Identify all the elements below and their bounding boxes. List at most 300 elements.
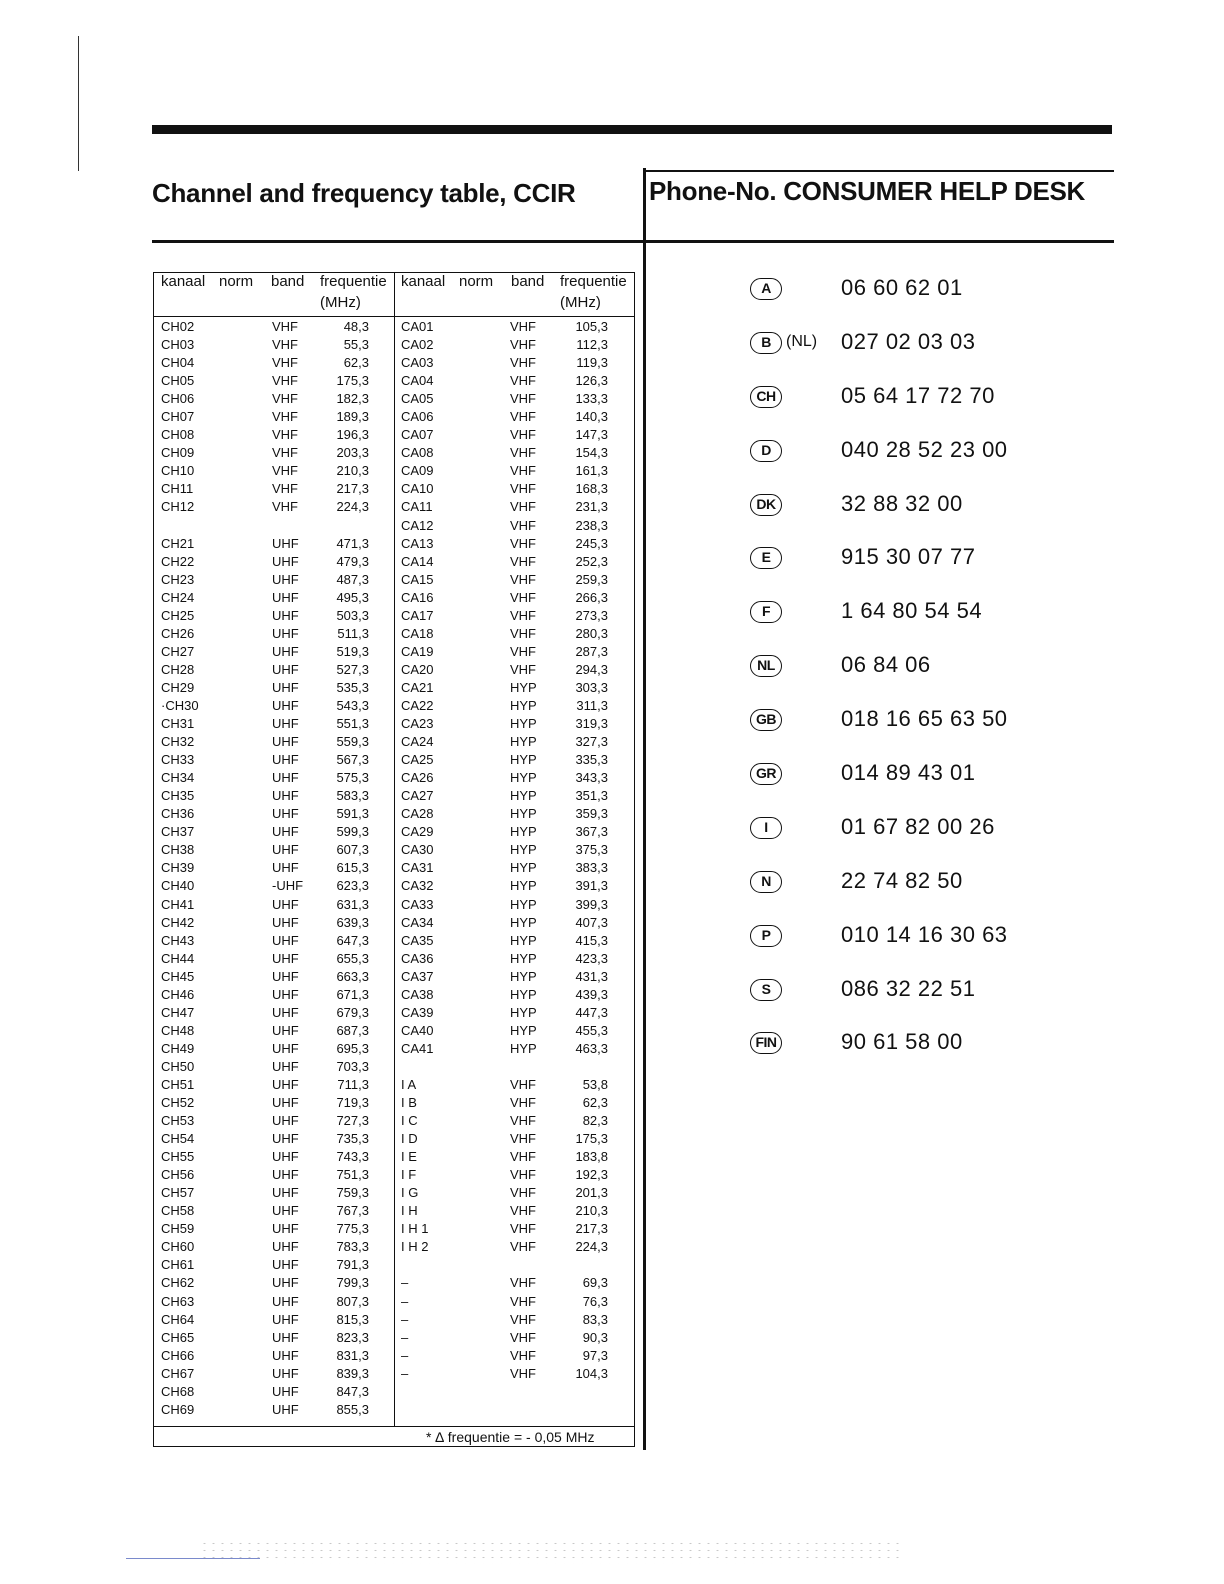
frequency-cell: 266,3 <box>575 589 608 605</box>
table-row <box>154 1112 393 1130</box>
band-cell: UHF <box>272 932 299 948</box>
frequency-cell: 327,3 <box>575 734 608 750</box>
table-row <box>154 1202 393 1220</box>
frequency-cell: 55,3 <box>343 337 369 353</box>
channel-cell: CH40 <box>161 878 195 894</box>
top-rule <box>152 125 1112 134</box>
channel-cell: CH21 <box>161 535 195 551</box>
channel-cell: CH37 <box>161 824 195 840</box>
frequency-cell: 575,3 <box>336 770 369 786</box>
table-row <box>154 498 393 516</box>
table-row <box>395 462 634 480</box>
table-row <box>395 1130 634 1148</box>
table-row <box>395 625 634 643</box>
channel-cell: CA01 <box>401 319 434 334</box>
frequency-cell: 671,3 <box>336 986 369 1002</box>
band-cell: UHF <box>272 716 299 732</box>
channel-cell: CA29 <box>401 824 434 840</box>
channel-cell: CA21 <box>401 679 434 695</box>
scan-noise <box>200 1540 900 1564</box>
table-row <box>395 1112 634 1130</box>
table-row <box>154 462 393 480</box>
channel-cell: CH43 <box>161 932 195 948</box>
header-unit: (MHz) <box>320 294 361 311</box>
band-cell: VHF <box>272 427 298 443</box>
band-cell: HYP <box>510 860 537 876</box>
header-rule-top <box>646 170 1114 172</box>
band-cell: VHF <box>510 535 536 551</box>
table-row <box>395 480 634 498</box>
table-row <box>154 1094 393 1112</box>
country-code-badge: P <box>750 925 782 947</box>
band-cell: UHF <box>272 553 299 569</box>
phone-number: 01 67 82 00 26 <box>841 813 995 839</box>
table-row <box>395 769 634 787</box>
table-row <box>395 408 634 426</box>
table-row <box>154 877 393 895</box>
country-code-badge: F <box>750 601 782 623</box>
frequency-cell: 775,3 <box>336 1221 369 1237</box>
frequency-cell: 217,3 <box>336 481 369 497</box>
table-row <box>395 1274 634 1292</box>
band-cell: HYP <box>510 914 537 930</box>
frequency-cell: 631,3 <box>336 896 369 912</box>
channel-cell: CH38 <box>161 842 195 858</box>
header-kanaal: kanaal <box>161 273 206 290</box>
frequency-cell: 759,3 <box>336 1185 369 1201</box>
table-row <box>154 769 393 787</box>
frequency-cell: 679,3 <box>336 1004 369 1020</box>
channel-cell: CH25 <box>161 607 195 623</box>
table-row <box>395 715 634 733</box>
band-cell: VHF <box>510 337 536 353</box>
frequency-cell: 48,3 <box>343 319 369 334</box>
phone-number: 90 61 58 00 <box>841 1029 963 1055</box>
frequency-cell: 719,3 <box>336 1095 369 1111</box>
table-row <box>154 535 393 553</box>
frequency-cell: 359,3 <box>575 806 608 822</box>
channel-cell: I D <box>401 1131 418 1147</box>
table-row <box>395 1220 634 1238</box>
header-band: band <box>271 273 305 290</box>
channel-cell: ·CH30 <box>161 697 199 713</box>
channel-cell: CH44 <box>161 950 195 966</box>
channel-cell: CH42 <box>161 914 195 930</box>
frequency-cell: 192,3 <box>575 1167 608 1183</box>
band-cell: UHF <box>272 770 299 786</box>
channel-cell: CH12 <box>161 499 195 515</box>
band-cell: UHF <box>272 1149 299 1165</box>
channel-cell: CH02 <box>161 319 195 334</box>
country-note: (NL) <box>786 332 818 350</box>
frequency-cell: 105,3 <box>575 319 608 334</box>
frequency-cell: 599,3 <box>336 824 369 840</box>
table-row <box>154 1383 393 1401</box>
band-cell: UHF <box>272 752 299 768</box>
band-cell: HYP <box>510 734 537 750</box>
frequency-cell: 303,3 <box>575 679 608 695</box>
frequency-cell: 391,3 <box>575 878 608 894</box>
channel-cell: CH39 <box>161 860 195 876</box>
phone-number: 014 89 43 01 <box>841 760 976 786</box>
channel-cell: CA13 <box>401 535 434 551</box>
frequency-cell: 399,3 <box>575 896 608 912</box>
table-row <box>395 697 634 715</box>
band-cell: UHF <box>272 1329 299 1345</box>
channel-cell: CH64 <box>161 1311 195 1327</box>
table-row <box>154 697 393 715</box>
frequency-cell: 519,3 <box>336 643 369 659</box>
table-row <box>154 932 393 950</box>
table-row <box>154 1401 393 1419</box>
frequency-cell: 751,3 <box>336 1167 369 1183</box>
band-cell: UHF <box>272 607 299 623</box>
band-cell: UHF <box>272 1311 299 1327</box>
frequency-cell: 294,3 <box>575 661 608 677</box>
channel-cell: CA36 <box>401 950 434 966</box>
phone-number: 05 64 17 72 70 <box>841 382 995 408</box>
table-row <box>154 859 393 877</box>
band-cell: HYP <box>510 716 537 732</box>
phone-number: 086 32 22 51 <box>841 975 976 1001</box>
band-cell: HYP <box>510 950 537 966</box>
table-row <box>154 914 393 932</box>
band-cell: VHF <box>510 1203 536 1219</box>
band-cell: UHF <box>272 625 299 641</box>
channel-cell: CH11 <box>161 481 194 497</box>
help-desk-row <box>730 539 1110 593</box>
channel-cell: CH55 <box>161 1149 195 1165</box>
frequency-cell: 535,3 <box>336 679 369 695</box>
frequency-cell: 767,3 <box>336 1203 369 1219</box>
band-cell: HYP <box>510 1004 537 1020</box>
band-cell: -UHF <box>272 878 304 894</box>
table-row <box>395 318 634 336</box>
table-row <box>395 986 634 1004</box>
country-code-badge: NL <box>750 655 782 677</box>
frequency-cell: 319,3 <box>575 716 608 732</box>
band-cell: VHF <box>510 517 536 533</box>
help-desk-row <box>730 917 1110 971</box>
channel-cell: CH52 <box>161 1095 195 1111</box>
band-cell: HYP <box>510 806 537 822</box>
band-cell: UHF <box>272 1239 299 1255</box>
band-cell: UHF <box>272 643 299 659</box>
channel-cell: CA40 <box>401 1022 434 1038</box>
channel-cell: CH07 <box>161 409 195 425</box>
channel-cell: CH04 <box>161 355 195 371</box>
band-cell: UHF <box>272 1221 299 1237</box>
band-cell: UHF <box>272 697 299 713</box>
band-cell: HYP <box>510 932 537 948</box>
channel-cell: CA26 <box>401 770 434 786</box>
channel-cell: CA10 <box>401 481 434 497</box>
channel-cell: CA04 <box>401 373 434 389</box>
frequency-cell: 855,3 <box>336 1401 369 1417</box>
channel-cell: CH22 <box>161 553 195 569</box>
frequency-cell: 783,3 <box>336 1239 369 1255</box>
table-row <box>395 1238 634 1256</box>
table-row <box>154 444 393 462</box>
band-cell: UHF <box>272 1293 299 1309</box>
footnote: * ∆ frequentie = - 0,05 MHz <box>426 1429 595 1445</box>
help-desk-list <box>730 270 1110 1078</box>
frequency-cell: 62,3 <box>582 1095 608 1111</box>
channel-cell: I H 1 <box>401 1221 429 1237</box>
phone-number: 018 16 65 63 50 <box>841 706 1008 732</box>
band-cell: UHF <box>272 1131 299 1147</box>
band-cell: UHF <box>272 1113 299 1129</box>
table-row <box>395 1329 634 1347</box>
channel-cell: CH50 <box>161 1058 195 1074</box>
table-row <box>154 1238 393 1256</box>
band-cell: HYP <box>510 824 537 840</box>
header-norm: norm <box>459 273 494 290</box>
channel-cell: CA22 <box>401 697 434 713</box>
table-row <box>154 1004 393 1022</box>
band-cell: UHF <box>272 1095 299 1111</box>
frequency-cell: 791,3 <box>336 1257 369 1273</box>
band-cell: VHF <box>272 409 298 425</box>
table-row <box>154 517 393 535</box>
band-cell: VHF <box>510 1311 536 1327</box>
band-cell: UHF <box>272 1058 299 1074</box>
channel-cell: CH47 <box>161 1004 195 1020</box>
frequency-cell: 196,3 <box>336 427 369 443</box>
phone-number: 06 60 62 01 <box>841 275 963 300</box>
frequency-cell: 76,3 <box>582 1293 608 1309</box>
channel-cell: CA25 <box>401 752 434 768</box>
band-cell: VHF <box>510 463 536 479</box>
frequency-cell: 112,3 <box>576 337 608 353</box>
table-row <box>395 535 634 553</box>
channel-cell: CA32 <box>401 878 434 894</box>
frequency-cell: 383,3 <box>575 860 608 876</box>
frequency-cell: 655,3 <box>336 950 369 966</box>
band-cell: UHF <box>272 860 299 876</box>
table-row <box>395 390 634 408</box>
table-row <box>395 1148 634 1166</box>
help-desk-row <box>730 378 1110 432</box>
band-cell: UHF <box>272 914 299 930</box>
channel-cell: – <box>401 1311 409 1327</box>
channel-cell: CA18 <box>401 625 434 641</box>
phone-number: 915 30 07 77 <box>841 544 976 570</box>
frequency-cell: 280,3 <box>575 625 608 641</box>
band-cell: UHF <box>272 1383 299 1399</box>
table-row <box>154 751 393 769</box>
help-desk-row <box>730 486 1110 540</box>
table-row <box>395 517 634 535</box>
help-desk-row <box>730 755 1110 809</box>
band-cell: UHF <box>272 1076 299 1092</box>
frequency-cell: 245,3 <box>575 535 608 551</box>
table-row <box>395 571 634 589</box>
band-cell: VHF <box>510 373 536 389</box>
band-cell: VHF <box>510 607 536 623</box>
table-row <box>154 679 393 697</box>
frequency-table <box>153 272 635 1447</box>
band-cell: VHF <box>510 481 536 497</box>
frequency-cell: 175,3 <box>336 373 369 389</box>
frequency-cell: 273,3 <box>575 607 608 623</box>
band-cell: UHF <box>272 1401 299 1417</box>
band-cell: VHF <box>510 1365 536 1381</box>
band-cell: VHF <box>510 1293 536 1309</box>
band-cell: VHF <box>510 643 536 659</box>
frequency-cell: 183,8 <box>575 1149 608 1165</box>
frequency-cell: 663,3 <box>336 968 369 984</box>
table-row <box>154 1076 393 1094</box>
table-row <box>395 498 634 516</box>
frequency-cell: 567,3 <box>336 752 369 768</box>
band-cell: VHF <box>510 1149 536 1165</box>
table-row <box>395 1311 634 1329</box>
country-code-badge: I <box>750 817 782 839</box>
band-cell: VHF <box>510 1329 536 1345</box>
table-row <box>154 553 393 571</box>
channel-cell: CH67 <box>161 1365 195 1381</box>
frequency-cell: 133,3 <box>575 391 608 407</box>
band-cell: UHF <box>272 1022 299 1038</box>
channel-cell: – <box>401 1329 409 1345</box>
band-cell: VHF <box>272 373 298 389</box>
table-row <box>154 1347 393 1365</box>
frequency-cell: 703,3 <box>336 1058 369 1074</box>
channel-cell: CH05 <box>161 373 195 389</box>
phone-number: 22 74 82 50 <box>841 867 963 893</box>
channel-cell: CH27 <box>161 643 195 659</box>
frequency-cell: 623,3 <box>336 878 369 894</box>
band-cell: UHF <box>272 788 299 804</box>
table-row <box>154 408 393 426</box>
frequency-cell: 527,3 <box>336 661 369 677</box>
table-row <box>154 1058 393 1076</box>
table-row <box>154 986 393 1004</box>
band-cell: VHF <box>510 571 536 587</box>
table-row <box>395 1058 634 1076</box>
channel-cell: CA19 <box>401 643 434 659</box>
channel-cell: CH63 <box>161 1293 195 1309</box>
table-row <box>154 715 393 733</box>
band-cell: UHF <box>272 1365 299 1381</box>
table-row <box>395 914 634 932</box>
header-unit: (MHz) <box>560 294 601 311</box>
channel-cell: CH31 <box>161 716 195 732</box>
band-cell: VHF <box>510 1131 536 1147</box>
channel-cell: CA20 <box>401 661 434 677</box>
band-cell: VHF <box>272 499 298 515</box>
help-desk-row <box>730 270 1110 324</box>
table-row <box>395 444 634 462</box>
frequency-cell: 126,3 <box>575 373 608 389</box>
frequency-cell: 140,3 <box>575 409 608 425</box>
phone-number: 1 64 80 54 54 <box>841 598 983 624</box>
band-cell: UHF <box>272 1203 299 1219</box>
channel-cell: CA09 <box>401 463 434 479</box>
channel-cell: CH28 <box>161 661 195 677</box>
channel-cell: CA07 <box>401 427 434 443</box>
frequency-cell: 559,3 <box>336 734 369 750</box>
frequency-cell: 687,3 <box>336 1022 369 1038</box>
band-cell: UHF <box>272 1257 299 1273</box>
table-row <box>395 679 634 697</box>
channel-cell: CH08 <box>161 427 195 443</box>
table-row <box>154 589 393 607</box>
channel-cell: CH65 <box>161 1329 195 1345</box>
frequency-cell: 551,3 <box>336 716 369 732</box>
band-cell: VHF <box>510 1095 536 1111</box>
band-cell: VHF <box>510 445 536 461</box>
table-row <box>395 1004 634 1022</box>
frequency-cell: 455,3 <box>575 1022 608 1038</box>
band-cell: UHF <box>272 1004 299 1020</box>
band-cell: VHF <box>510 553 536 569</box>
table-row <box>154 787 393 805</box>
table-row <box>395 968 634 986</box>
header-band: band <box>511 273 545 290</box>
channel-cell: CA17 <box>401 607 434 623</box>
frequency-cell: 591,3 <box>336 806 369 822</box>
help-desk-row <box>730 432 1110 486</box>
channel-cell: CH35 <box>161 788 195 804</box>
table-row <box>154 841 393 859</box>
channel-cell: CA39 <box>401 1004 434 1020</box>
frequency-cell: 423,3 <box>575 950 608 966</box>
country-code-badge: FIN <box>750 1032 782 1054</box>
frequency-cell: 815,3 <box>336 1311 369 1327</box>
table-row <box>154 950 393 968</box>
margin-line <box>78 36 79 171</box>
band-cell: VHF <box>510 427 536 443</box>
left-column-rows <box>154 318 393 1419</box>
band-cell: UHF <box>272 1185 299 1201</box>
frequency-cell: 735,3 <box>336 1131 369 1147</box>
frequency-cell: 743,3 <box>336 1149 369 1165</box>
frequency-cell: 62,3 <box>343 355 369 371</box>
table-row <box>395 426 634 444</box>
table-row <box>154 1166 393 1184</box>
table-row <box>395 589 634 607</box>
country-code-badge: A <box>750 278 782 300</box>
frequency-cell: 210,3 <box>336 463 369 479</box>
table-row <box>395 553 634 571</box>
channel-cell: I C <box>401 1113 418 1129</box>
band-cell: VHF <box>510 1113 536 1129</box>
frequency-cell: 823,3 <box>336 1329 369 1345</box>
channel-cell: CA33 <box>401 896 434 912</box>
table-row <box>395 1094 634 1112</box>
frequency-cell: 375,3 <box>575 842 608 858</box>
channel-cell: CA02 <box>401 337 434 353</box>
channel-cell: CA34 <box>401 914 434 930</box>
frequency-cell: 447,3 <box>575 1004 608 1020</box>
channel-cell: CH23 <box>161 571 195 587</box>
channel-cell: – <box>401 1365 409 1381</box>
frequency-cell: 83,3 <box>582 1311 608 1327</box>
table-row <box>395 336 634 354</box>
frequency-cell: 203,3 <box>336 445 369 461</box>
header-frequentie: frequentie <box>560 273 627 290</box>
table-row <box>154 896 393 914</box>
help-desk-row <box>730 971 1110 1025</box>
channel-cell: CH09 <box>161 445 195 461</box>
help-desk-row <box>730 863 1110 917</box>
frequency-cell: 238,3 <box>575 517 608 533</box>
band-cell: VHF <box>510 499 536 515</box>
frequency-cell: 104,3 <box>575 1365 608 1381</box>
country-code-badge: B <box>750 332 782 354</box>
